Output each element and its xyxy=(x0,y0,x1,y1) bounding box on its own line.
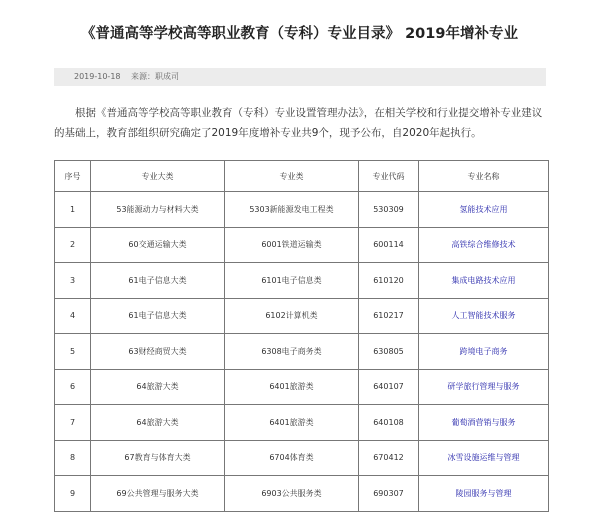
category-cell: 64旅游大类 xyxy=(91,369,225,405)
seq-cell: 1 xyxy=(55,192,91,228)
seq-cell: 9 xyxy=(55,476,91,512)
code-cell: 600114 xyxy=(359,227,419,263)
table-row xyxy=(55,334,549,370)
major-name-cell: 高铁综合维修技术 xyxy=(419,227,549,263)
page-title: 《普通高等学校高等职业教育（专科）专业目录》 2019年增补专业 xyxy=(81,26,518,42)
category-cell: 60交通运输大类 xyxy=(91,227,225,263)
code-cell: 690307 xyxy=(359,476,419,512)
code-cell: 640107 xyxy=(359,369,419,405)
code-cell: 630805 xyxy=(359,334,419,370)
seq-cell: 2 xyxy=(55,227,91,263)
major-name-cell: 研学旅行管理与服务 xyxy=(419,369,549,405)
class-cell: 6102计算机类 xyxy=(225,298,359,334)
seq-cell: 3 xyxy=(55,263,91,299)
category-cell: 64旅游大类 xyxy=(91,405,225,441)
major-name-cell: 跨境电子商务 xyxy=(419,334,549,370)
header-code: 专业代码 xyxy=(359,161,419,192)
article-meta-bar xyxy=(54,68,546,86)
category-cell: 61电子信息大类 xyxy=(91,263,225,299)
header-seq: 序号 xyxy=(55,161,91,192)
table-row xyxy=(55,192,549,228)
category-cell: 63财经商贸大类 xyxy=(91,334,225,370)
class-cell: 6704体育类 xyxy=(225,440,359,476)
majors-table xyxy=(54,160,549,512)
code-cell: 640108 xyxy=(359,405,419,441)
table-row xyxy=(55,476,549,512)
table-row xyxy=(55,298,549,334)
class-cell: 6308电子商务类 xyxy=(225,334,359,370)
major-name-cell: 集成电路技术应用 xyxy=(419,263,549,299)
category-cell: 67教育与体育大类 xyxy=(91,440,225,476)
major-name-cell: 陵园服务与管理 xyxy=(419,476,549,512)
class-cell: 6101电子信息类 xyxy=(225,263,359,299)
seq-cell: 4 xyxy=(55,298,91,334)
code-cell: 670412 xyxy=(359,440,419,476)
class-cell: 6401旅游类 xyxy=(225,369,359,405)
seq-cell: 8 xyxy=(55,440,91,476)
code-cell: 530309 xyxy=(359,192,419,228)
category-cell: 69公共管理与服务大类 xyxy=(91,476,225,512)
table-row xyxy=(55,405,549,441)
intro-paragraph: 根据《普通高等学校高等职业教育（专科）专业设置管理办法》，在相关学校和行业提交增补专业建议的基础上，教育部组织研究确定了2019年度增补专业共9个，现予公布，自2020年起执行。 xyxy=(54,107,543,139)
table-row xyxy=(55,227,549,263)
class-cell: 5303新能源发电工程类 xyxy=(225,192,359,228)
major-name-cell: 葡萄酒营销与服务 xyxy=(419,405,549,441)
code-cell: 610217 xyxy=(359,298,419,334)
table-row xyxy=(55,263,549,299)
class-cell: 6401旅游类 xyxy=(225,405,359,441)
table-row xyxy=(55,440,549,476)
seq-cell: 6 xyxy=(55,369,91,405)
seq-cell: 5 xyxy=(55,334,91,370)
header-category: 专业大类 xyxy=(91,161,225,192)
category-cell: 53能源动力与材料大类 xyxy=(91,192,225,228)
major-name-cell: 人工智能技术服务 xyxy=(419,298,549,334)
major-name-cell: 冰雪设施运维与管理 xyxy=(419,440,549,476)
header-class: 专业类 xyxy=(225,161,359,192)
article-source: 来源：职成司 xyxy=(131,72,180,81)
class-cell: 6903公共服务类 xyxy=(225,476,359,512)
category-cell: 61电子信息大类 xyxy=(91,298,225,334)
seq-cell: 7 xyxy=(55,405,91,441)
table-row xyxy=(55,369,549,405)
code-cell: 610120 xyxy=(359,263,419,299)
table-header-row xyxy=(55,161,549,192)
header-name: 专业名称 xyxy=(419,161,549,192)
publish-date: 2019-10-18 xyxy=(74,72,121,81)
major-name-cell: 氢能技术应用 xyxy=(419,192,549,228)
class-cell: 6001铁道运输类 xyxy=(225,227,359,263)
